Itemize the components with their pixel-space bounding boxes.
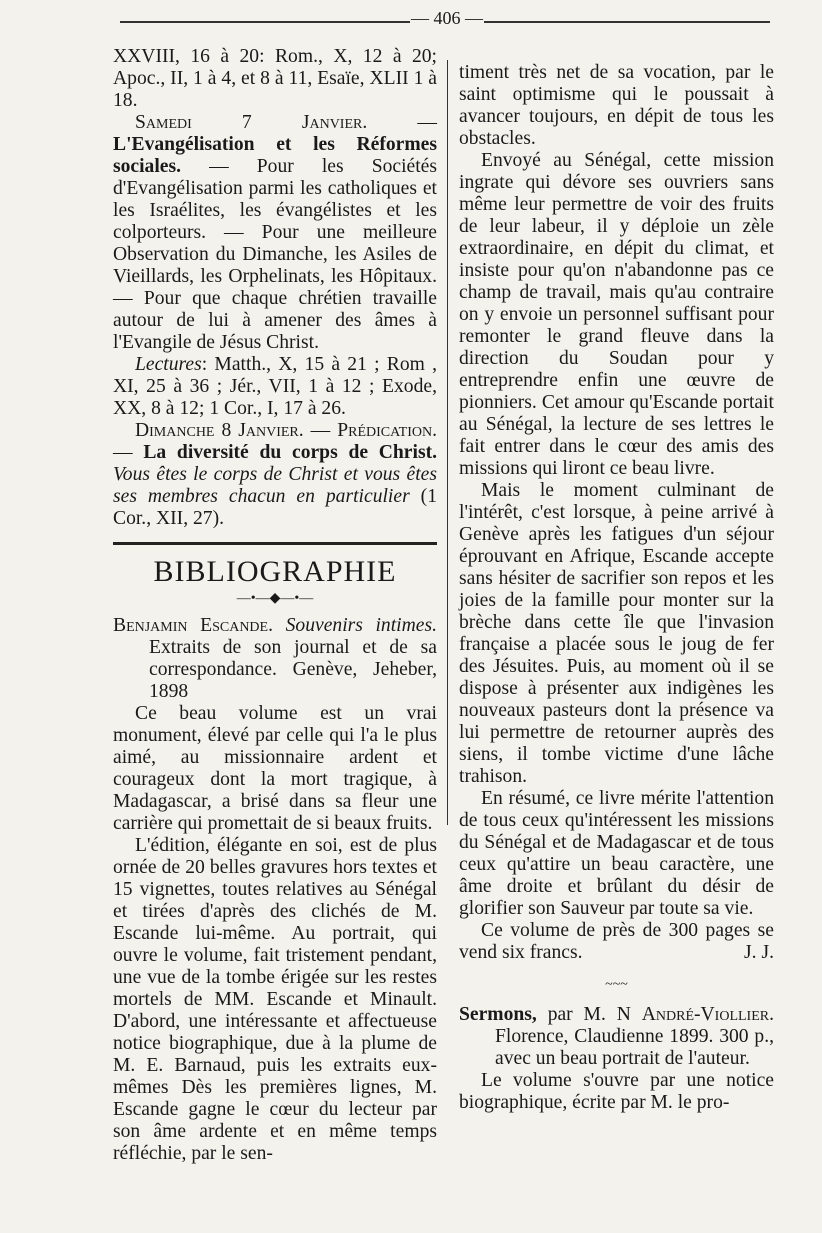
- ornament: —•—◆—•—: [236, 591, 314, 606]
- review-paragraph: Envoyé au Sénégal, cette mission ingrate qui dévore ses ouvriers sans même leur permettre de voir des fruits de leur labeur, il y déploie un zèle extraordinaire, en dépit du climat, et insiste pour qu'on n'abandonne pas ce champ de travail, mais qu'au contraire on y envoie un personnel suffisant pour remonter le grand fleuve dans la direction du Soudan pour y entreprendre enfin une œuvre de pionniers. Cet amour qu'Escande portait au Sénégal, la lecture de ses lettres le fait entrer dans le cœur des amis des missions qui liront ce beau livre.: [459, 150, 774, 479]
- bib-details: Florence, Claudienne 1899. 300 p., avec un beau portrait de l'auteur.: [495, 1026, 774, 1069]
- saturday-text: — Pour les Sociétés d'Evangélisation parmi les catholiques et les Israélites, les évangélistes et les colporteurs. — Pour une meilleure Observation du Dimanche, les Asiles de Vieillards, les Orphelinats, les Hôpitaux. — Pour que chaque chrétien travaille autour de lui à amener des âmes à l'Evangile de Jésus Christ.: [113, 156, 437, 353]
- saturday-date: Samedi 7 Janvier.: [135, 112, 368, 133]
- bib-title: Sermons,: [459, 1004, 537, 1025]
- bib-details: Extraits de son journal et de sa correspondance. Genève, Jeheber, 1898: [149, 637, 437, 702]
- left-column: [113, 46, 437, 1165]
- scripture-references: XXVIII, 16 à 20: Rom., X, 12 à 20; Apoc., II, 1 à 4, et 8 à 11, Esaïe, XLII 1 à 18.: [113, 46, 437, 111]
- bibliography-entry: [113, 615, 437, 703]
- review-paragraph: En résumé, ce livre mérite l'attention de tous ceux qu'intéressent les missions du Sénégal et de Madagascar et de tous ceux qu'attire un beau caractère, une âme droite et brûlant du désir de glorifier son Sauveur par toute sa vie.: [459, 788, 774, 919]
- review-paragraph: Mais le moment culminant de l'intérêt, c'est lorsque, à peine arrivé à Genève après les fatigues d'un séjour éprouvant en Afrique, Escande accepte sans hésiter de sacrifier son repos et les joies de la famille pour monter sur la brèche dans cette île que l'invasion française a placée sous le joug de fer des Jésuites. Puis, au moment où il se dispose à présenter aux indigènes les nouveaux pasteurs dont la présence va lui permettre de retourner auprès des siens, il tombe victime d'une lâche trahison.: [459, 480, 774, 787]
- header-rule-left: [120, 21, 410, 23]
- bibliography-entry: [459, 1004, 774, 1070]
- header-rule-right: [484, 21, 770, 23]
- dash: —: [303, 420, 338, 441]
- page-number: — 406 —: [411, 8, 483, 28]
- saturday-topic: L'Evangélisation et les Réformes sociales.: [113, 134, 437, 177]
- review-paragraph: Ce beau volume est un vrai monument, élevé par celle qui l'a le plus aimé, au missionnaire ardent et courageux dont la mort tragique, à Madagascar, a brisé dans sa fleur une carrière qui promettait de si beaux fruits.: [113, 703, 437, 834]
- bib-author: Benjamin Escande.: [113, 615, 273, 636]
- review-paragraph: L'édition, élégante en soi, est de plus ornée de 20 belles gravures hors textes et 15 vignettes, toutes relatives au Sénégal et tirées d'après des clichés de M. Escande lui-même. Au portrait, qui ouvre le volume, fait tristement pendant, une vue de la tombe érigée sur les restes mortels de MM. Escande et Minault. D'abord, une intéressante et affectueuse notice biographique, due à la plume de M. E. Barnaud, puis les extraits eux-mêmes Dès les premières lignes, M. Escande gagne le cœur du lecteur par son âme ardente et en même temps réfléchie, par le sen-: [113, 835, 437, 1164]
- readings-text: : Matth., X, 15 à 21 ; Rom , XI, 25 à 36 ; Jér., VII, 1 à 12 ; Exode, XX, 8 à 12; 1 Cor., I, 17 à 26.: [113, 354, 437, 419]
- separator-ornament: ~~~: [605, 977, 628, 992]
- review-paragraph: timent très net de sa vocation, par le saint optimisme qui le poussait à avancer toujours, en dépit de tous les obstacles.: [459, 62, 774, 149]
- right-column: [459, 62, 774, 1114]
- readings-label: Lectures: [135, 354, 202, 375]
- column-divider: [447, 60, 448, 825]
- bib-by: par M. N: [536, 1004, 642, 1025]
- bib-title: Souvenirs intimes.: [273, 615, 437, 636]
- sunday-preaching: Prédication.: [337, 420, 438, 441]
- page-header: [120, 8, 770, 32]
- section-rule: [113, 542, 437, 545]
- price-text: Ce volume de près de 300 pages se vend six francs.: [459, 920, 774, 963]
- price-line: [459, 920, 774, 964]
- readings: [113, 354, 437, 420]
- sunday-topic: La diversité du corps de Christ.: [143, 442, 437, 463]
- sunday-entry: [113, 420, 437, 530]
- sunday-verse: Vous êtes le corps de Christ et vous êtes ses membres chacun en particulier: [113, 464, 437, 507]
- sunday-ref: (1 Cor., XII, 27).: [113, 486, 437, 529]
- dash: —: [367, 112, 437, 133]
- review-paragraph: Le volume s'ouvre par une notice biographique, écrite par M. le pro-: [459, 1070, 774, 1113]
- sunday-date: Dimanche 8 Janvier.: [135, 420, 304, 441]
- section-title: BIBLIOGRAPHIE: [153, 555, 397, 588]
- dash: —: [113, 442, 144, 463]
- bib-author: André-Viollier.: [641, 1004, 774, 1025]
- signature: J. J.: [744, 942, 774, 963]
- saturday-entry: [113, 112, 437, 354]
